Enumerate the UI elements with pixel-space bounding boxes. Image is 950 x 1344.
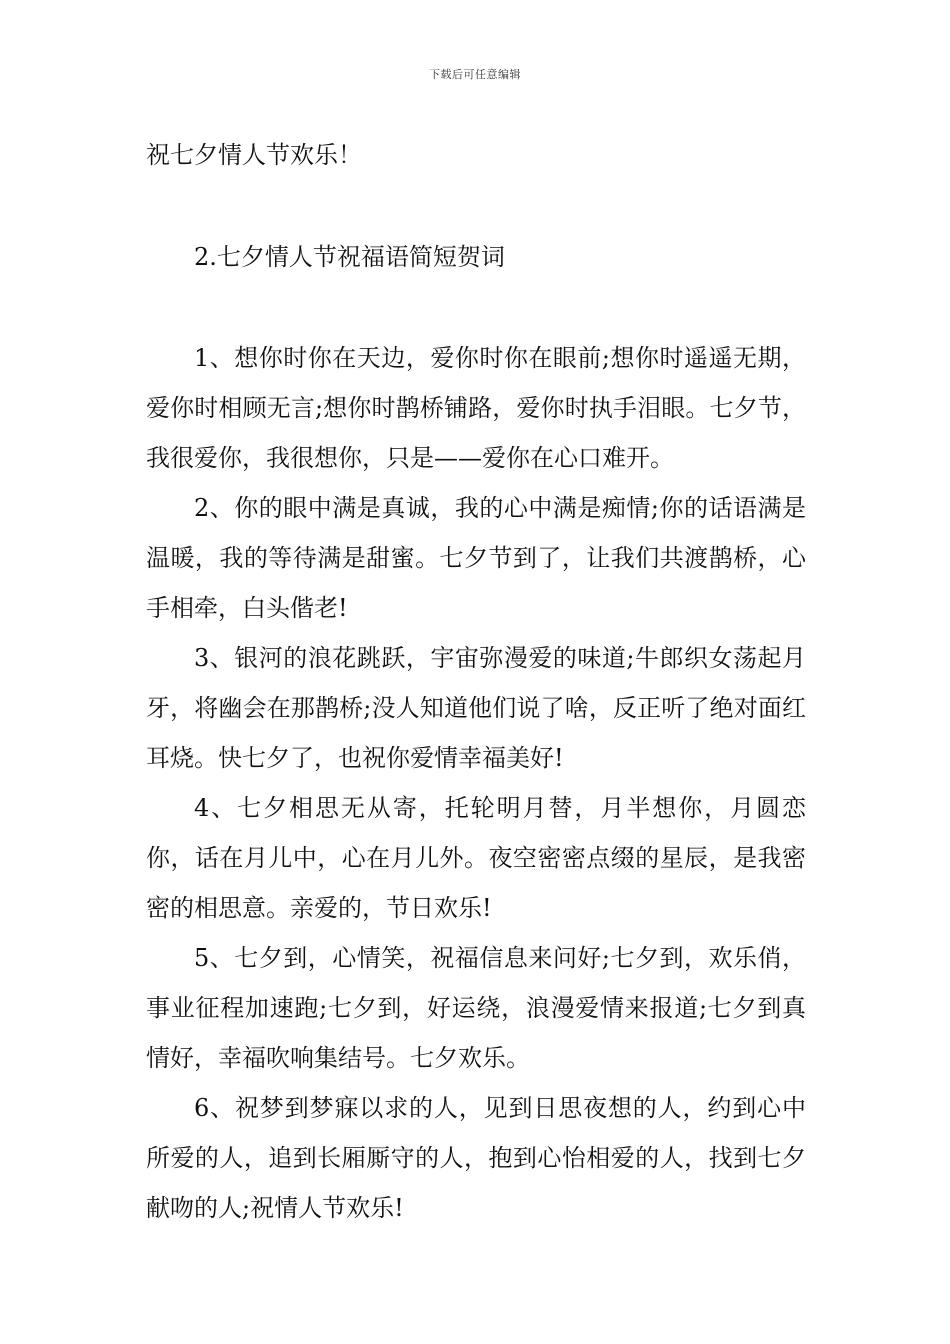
- wish-paragraph-1: 1、想你时你在天边，爱你时你在眼前;想你时遥遥无期，爱你时相顾无言;想你时鹊桥铺路，爱你时执手泪眼。七夕节，我很爱你，我很想你，只是——爱你在心口难开。: [146, 344, 806, 472]
- wish-paragraph-6: 6、祝梦到梦寐以求的人，见到日思夜想的人，约到心中所爱的人，追到长厢厮守的人，抱到心怡相爱的人，找到七夕献吻的人;祝情人节欢乐!: [146, 1094, 806, 1222]
- wish-paragraph-5: 5、七夕到，心情笑，祝福信息来问好;七夕到，欢乐俏，事业征程加速跑;七夕到，好运绕，浪漫爱情来报道;七夕到真情好，幸福吹响集结号。七夕欢乐。: [146, 944, 806, 1072]
- document-body: [146, 130, 806, 1233]
- section-heading: 2.七夕情人节祝福语简短贺词: [194, 243, 505, 271]
- wish-paragraph-2: 2、你的眼中满是真诚，我的心中满是痴情;你的话语满是温暖，我的等待满是甜蜜。七夕节到了，让我们共渡鹊桥，心手相牵，白头偕老!: [146, 494, 806, 622]
- wish-paragraph-4: 4、七夕相思无从寄，托轮明月替，月半想你，月圆恋你，话在月儿中，心在月儿外。夜空密密点缀的星辰，是我密密的相思意。亲爱的，节日欢乐!: [146, 794, 806, 922]
- header-note: 下载后可任意编辑: [429, 68, 521, 81]
- wish-list: [146, 333, 806, 1233]
- closing-line: 祝七夕情人节欢乐！: [146, 141, 362, 169]
- wish-paragraph-3: 3、银河的浪花跳跃，宇宙弥漫爱的味道;牛郎织女荡起月牙，将幽会在那鹊桥;没人知道他们说了啥，反正听了绝对面红耳烧。快七夕了，也祝你爱情幸福美好!: [146, 644, 806, 772]
